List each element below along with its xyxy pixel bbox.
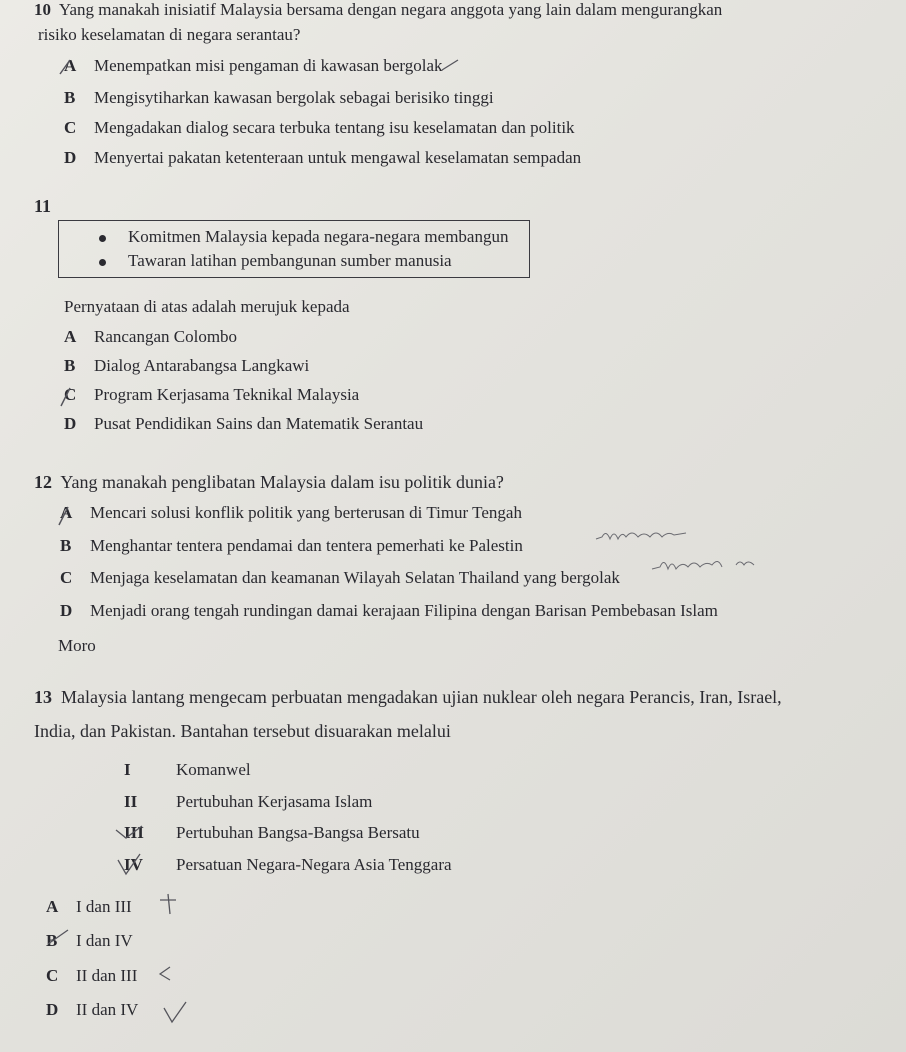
pencil-tick-icon: [440, 58, 460, 74]
question-11-number: 11: [34, 196, 52, 216]
question-13-stem-line2: India, dan Pakistan. Bantahan tersebut disuarakan melalui: [34, 721, 451, 741]
option-11a[interactable]: [64, 327, 237, 347]
option-13a[interactable]: [46, 897, 132, 917]
option-11b[interactable]: [64, 356, 309, 376]
question-text: Yang manakah penglibatan Malaysia dalam isu politik dunia?: [60, 472, 504, 492]
option-text: II dan III: [76, 966, 138, 985]
option-letter: A: [60, 503, 73, 522]
option-letter: B: [64, 356, 76, 375]
option-letter: A: [46, 897, 59, 916]
option-text: I dan IV: [76, 931, 133, 950]
roman-item-4: [124, 855, 452, 875]
option-text: Rancangan Colombo: [94, 327, 238, 346]
option-text: Mengadakan dialog secara terbuka tentang isu keselamatan dan politik: [94, 118, 575, 137]
pencil-slash-icon: [58, 58, 74, 76]
option-text: Menempatkan misi pengaman di kawasan bergolak: [94, 56, 443, 75]
option-text: Menjadi orang tengah rundingan damai kerajaan Filipina dengan Barisan Pembebasan Islam: [90, 601, 718, 620]
option-text: Mengisytiharkan kawasan bergolak sebagai berisiko tinggi: [94, 88, 494, 107]
option-letter: A: [64, 327, 77, 346]
option-letter: B: [60, 536, 72, 555]
option-letter: B: [64, 88, 76, 107]
option-text: Menghantar tentera pendamai dan tentera pemerhati ke Palestin: [90, 536, 523, 555]
option-text: Menjaga keselamatan dan keamanan Wilayah Selatan Thailand yang bergolak: [90, 568, 620, 587]
option-12b[interactable]: [60, 536, 523, 556]
roman-item-2: [124, 792, 372, 812]
handwriting-scribble-icon: [650, 553, 760, 579]
option-letter: B: [46, 931, 58, 950]
roman-item-1: [124, 760, 251, 780]
question-text: Yang manakah inisiatif Malaysia bersama dengan negara anggota yang lain dalam mengurangkan: [58, 0, 723, 19]
option-11d[interactable]: [64, 414, 423, 434]
pencil-arrow-icon: [156, 964, 174, 982]
option-text: Pusat Pendidikan Sains dan Matematik Serantau: [94, 414, 424, 433]
option-12d[interactable]: [60, 601, 718, 621]
option-letter: D: [64, 148, 77, 167]
pencil-slash-icon: [44, 926, 72, 948]
pencil-check-icon: [112, 822, 146, 842]
option-letter: C: [46, 966, 59, 985]
question-10-stem-line2: risiko keselamatan di negara serantau?: [38, 25, 301, 44]
handwriting-scribble-icon: [594, 525, 690, 547]
option-12c[interactable]: [60, 568, 620, 588]
option-letter: A: [64, 56, 77, 75]
statement-text: Komitmen Malaysia kepada negara-negara membangun: [128, 227, 509, 246]
option-letter: D: [46, 1000, 59, 1019]
option-13d[interactable]: [46, 1000, 138, 1020]
option-letter: C: [60, 568, 73, 587]
pencil-cross-icon: [156, 892, 180, 916]
question-12-stem: [34, 472, 504, 493]
option-letter: C: [64, 385, 77, 404]
roman-numeral: IV: [124, 855, 143, 874]
pencil-slash-icon: [58, 386, 74, 408]
option-text: Program Kerjasama Teknikal Malaysia: [94, 385, 360, 404]
roman-item-text: Komanwel: [176, 760, 251, 779]
option-10a[interactable]: [64, 56, 443, 76]
option-letter: C: [64, 118, 77, 137]
question-11-stem: Pernyataan di atas adalah merujuk kepada: [64, 297, 350, 316]
pencil-slash-icon: [56, 505, 72, 527]
question-number: 10: [34, 0, 51, 19]
option-11c[interactable]: [64, 385, 359, 405]
option-letter: D: [64, 414, 77, 433]
question-text: Malaysia lantang mengecam perbuatan mengadakan ujian nuklear oleh negara Perancis, Iran, Israel,: [61, 687, 782, 707]
statement-bullet-1: [99, 227, 508, 247]
roman-numeral: I: [124, 760, 131, 779]
option-12a[interactable]: [60, 503, 522, 523]
bullet-icon: [99, 235, 106, 242]
statement-bullet-2: [99, 251, 452, 271]
option-13c[interactable]: [46, 966, 137, 986]
roman-item-3: [124, 823, 420, 843]
roman-item-text: Pertubuhan Kerjasama Islam: [176, 792, 373, 811]
option-10b[interactable]: [64, 88, 494, 108]
statement-text: Tawaran latihan pembangunan sumber manusia: [128, 251, 452, 270]
option-10d[interactable]: [64, 148, 581, 168]
option-text: Menyertai pakatan ketenteraan untuk mengawal keselamatan sempadan: [94, 148, 582, 167]
option-10c[interactable]: [64, 118, 575, 138]
option-12d-continuation: Moro: [58, 636, 96, 655]
option-letter: D: [60, 601, 73, 620]
option-text: II dan IV: [76, 1000, 139, 1019]
statement-box: [58, 220, 530, 278]
roman-numeral: III: [124, 823, 144, 842]
question-10-stem: [34, 0, 722, 20]
option-text: Mencari solusi konflik politik yang berterusan di Timur Tengah: [90, 503, 522, 522]
roman-item-text: Persatuan Negara-Negara Asia Tenggara: [176, 855, 452, 874]
pencil-check-icon: [114, 850, 144, 878]
option-text: I dan III: [76, 897, 132, 916]
roman-numeral: II: [124, 792, 138, 811]
option-text: Dialog Antarabangsa Langkawi: [94, 356, 310, 375]
bullet-icon: [99, 259, 106, 266]
question-number: 13: [34, 687, 52, 707]
roman-item-text: Pertubuhan Bangsa-Bangsa Bersatu: [176, 823, 420, 842]
question-13-stem: [34, 687, 782, 708]
question-number: 12: [34, 472, 52, 492]
pencil-check-icon: [160, 998, 188, 1026]
